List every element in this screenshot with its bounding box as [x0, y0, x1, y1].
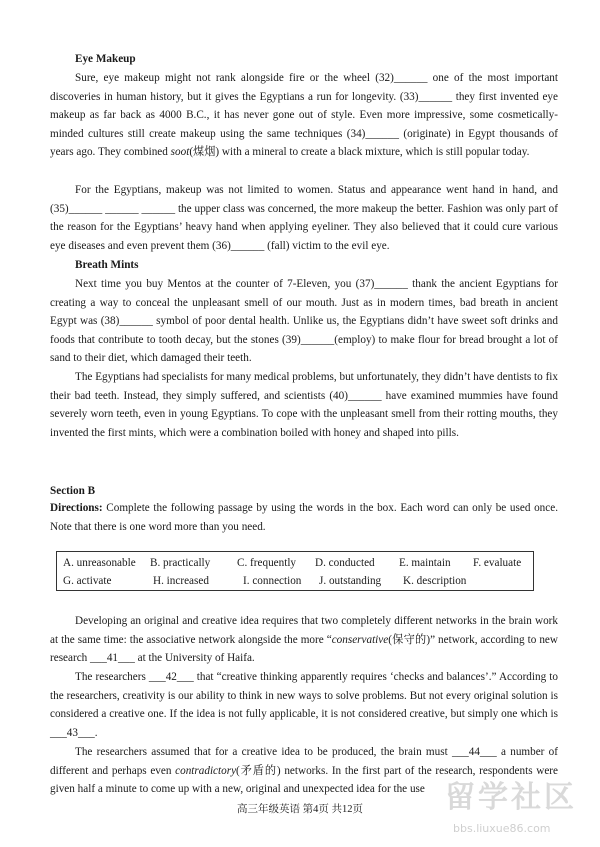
breath-mints-heading: Breath Mints — [75, 259, 139, 271]
word-option: K. description — [403, 575, 467, 587]
word-option: C. frequently — [237, 557, 297, 569]
word-option: E. maintain — [399, 557, 451, 569]
text-run: (矛盾的) networks. In the first part of the research, respondents were given half a minute to come up with a new, original and unexpected idea for the use — [50, 764, 558, 796]
eye-makeup-heading: Eye Makeup — [75, 53, 136, 65]
text-run: The researchers ___42___ that “creative thinking apparently requires ‘checks and balances’.” According to the researchers, creativity is our ability to think in new ways to solve problems. But not every original solution is considered a creative one. If the idea is not fully applicable, it is not considered creative, but simply one which is ___43___. — [50, 671, 558, 739]
text-run: (保守的)” network, according to new research ___41___ at the University of Haifa. — [50, 633, 558, 665]
directions-label: Directions: — [50, 502, 103, 514]
word-box — [56, 551, 534, 591]
directions-text: Complete the following passage by using the words in the box. Each word can only be used once. Note that there is one word more than you need. — [50, 502, 558, 533]
text-run: Sure, eye makeup might not rank alongside fire or the wheel (32)______ one of the most important discoveries in human history, but it gives the Egyptians a run for longevity. (33)______ they first invented eye makeup as far back as 4000 B.C., it has never gone out of style. Even more impressive, some cosmetically-minded cultures still create makeup using the same techniques (34)______ (originate) in Egypt thousands of years ago. They combined — [50, 72, 558, 159]
italic-term: contradictory — [175, 764, 237, 777]
word-option: D. conducted — [315, 557, 375, 569]
text-run: Developing an original and creative idea requires that two completely different networks in the brain work at the same time: the associative network alongside the more “ — [50, 615, 558, 646]
breath-mints-paragraph-2: The Egyptians had specialists for many medical problems, but unfortunately, they didn’t have dentists to fix their bad teeth. Instead, they simply suffered, and scientists (40)______ have examined mummies have found severely worn teeth, even in young Egyptians. To cope with the unpleasant smell from their rotting mouths, they invented the first mints, which were a combination boiled with honey and shaped into pills. — [50, 371, 558, 439]
word-option: J. outstanding — [319, 575, 382, 587]
section-b-heading: Section B — [50, 485, 96, 497]
text-run: (煤烟) with a mineral to create a black mixture, which is still popular today. — [189, 146, 530, 159]
word-option: I. connection — [243, 575, 302, 587]
eye-makeup-paragraph-2: For the Egyptians, makeup was not limited to women. Status and appearance went hand in hand, and (35)______ ______ ______ the upper class was concerned, the more makeup the better. Fashion was only part of the reason for the Egyptians’ heavy hand when applying eyeliner. They also believed that it could cure various eye diseases and even prevent them (36)______ (fall) victim to the evil eye. — [50, 184, 558, 252]
word-option: A. unreasonable — [63, 557, 136, 569]
italic-term: conservative — [331, 633, 389, 646]
word-option: H. increased — [153, 575, 209, 587]
word-option: G. activate — [63, 575, 112, 587]
word-option: F. evaluate — [473, 557, 522, 569]
eye-makeup-paragraph-1 — [50, 69, 558, 162]
passage-paragraph-1 — [50, 612, 558, 668]
page-footer: 高三年级英语 第4页 共12页 — [237, 804, 363, 815]
watermark-url: bbs.liuxue86.com — [453, 822, 551, 835]
breath-mints-paragraph-1: Next time you buy Mentos at the counter of 7-Eleven, you (37)______ thank the ancient Egyptians for creating a way to conceal the unpleasant smell of our mouth. Just as in modern times, bad breath in ancient Egypt was (38)______ symbol of poor dental health. Unlike us, the Egyptians didn’t have sweet soft drinks and foods that contribute to tooth decay, but the stones (39)______(employ) to make flour for bread brought a lot of sand to their diet, which damaged their teeth. — [50, 278, 558, 365]
word-row-1 — [63, 554, 529, 572]
watermark-title: 留学社区 — [445, 780, 577, 815]
passage-paragraph-2 — [50, 668, 558, 742]
passage-paragraph-3 — [50, 743, 558, 799]
text-run: The researchers assumed that for a creative idea to be produced, the brain must ___44___ a number of different and perhaps even — [50, 746, 558, 777]
italic-term: soot — [170, 146, 190, 159]
word-row-2 — [63, 572, 529, 590]
word-option: B. practically — [150, 557, 211, 569]
directions — [50, 499, 558, 536]
